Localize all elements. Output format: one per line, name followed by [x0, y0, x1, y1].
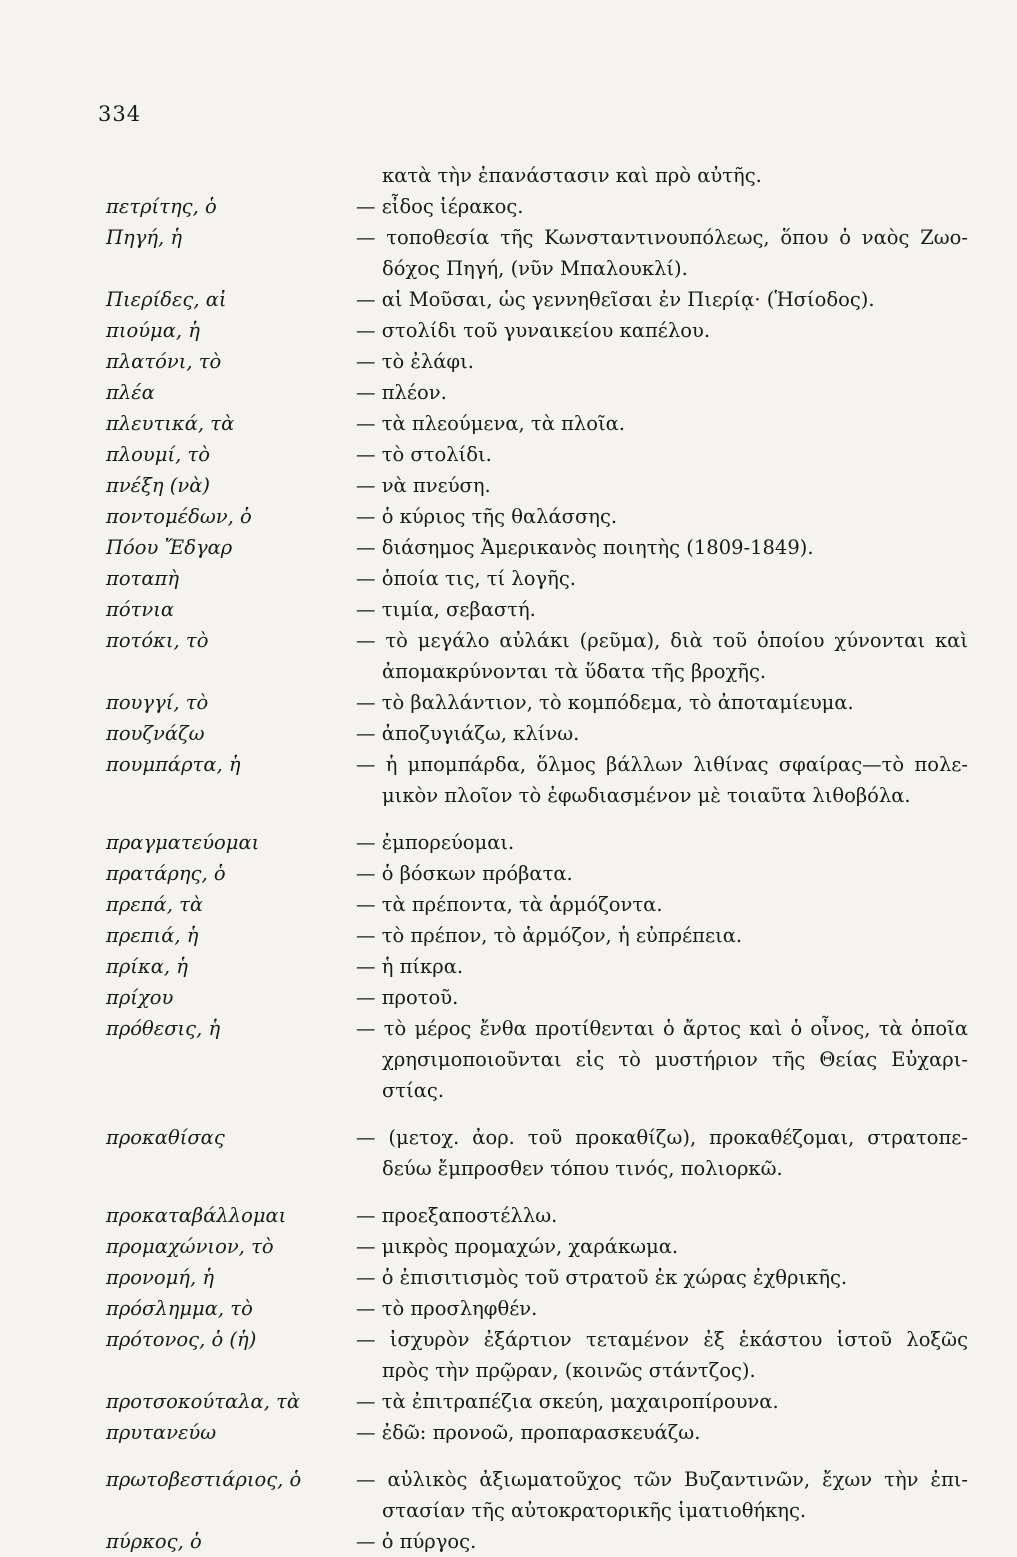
entry-definition: [356, 594, 986, 625]
definition-line: — μικρὸς προμαχών, χαράκωμα.: [356, 1235, 679, 1258]
entry-definition: [356, 470, 986, 501]
glossary-entry: [106, 346, 986, 377]
definition-line: — διάσημος Ἀμερικανὸς ποιητὴς (1809-1849).: [356, 536, 814, 559]
entry-term: Πηγή, ἡ: [106, 226, 183, 249]
entry-term: πρατάρης, ὁ: [106, 862, 226, 885]
definition-line: — αὐλικὸς ἀξιωματοῦχος τῶν Βυζαντινῶν, ἔχων τὴν ἐπι-: [356, 1468, 968, 1491]
entry-term: πρόσλημμα, τὸ: [106, 1297, 253, 1320]
glossary-entry: [106, 1386, 986, 1417]
entry-term: πρόθεσις, ἡ: [106, 1017, 221, 1040]
entry-definition: [356, 191, 986, 222]
definition-line: — ἡ μπομπάρδα, ὅλμος βάλλων λιθίνας σφαίρας—τὸ πολε-: [356, 753, 968, 776]
entry-term: πότνια: [106, 598, 175, 621]
entry-term: προκαθίσας: [106, 1126, 225, 1149]
entry-term: πύρκος, ὁ: [106, 1530, 202, 1553]
entry-term: πλατόνι, τὸ: [106, 350, 222, 373]
entry-definition: [356, 1526, 986, 1557]
entry-definition: [356, 1231, 986, 1262]
entry-term: πλουμί, τὸ: [106, 443, 211, 466]
definition-line: στασίαν τῆς αὐτοκρατορικῆς ἱματιοθήκης.: [382, 1499, 807, 1522]
entry-definition: [356, 1200, 986, 1231]
definition-line: — ἐδῶ: προνοῶ, προπαρασκευάζω.: [356, 1421, 701, 1444]
entry-term: πουμπάρτα, ἡ: [106, 753, 241, 776]
entry-definition: [356, 284, 986, 315]
glossary-entry: [106, 951, 986, 982]
glossary-entry: [106, 439, 986, 470]
entry-definition: [356, 687, 986, 718]
glossary-list: [106, 160, 986, 1557]
glossary-entry: [106, 718, 986, 749]
entry-term: Πόου Ἔδγαρ: [106, 536, 233, 559]
entry-definition: [356, 858, 986, 889]
definition-line: — ἐμπορεύομαι.: [356, 831, 515, 854]
definition-line: — ἡ πίκρα.: [356, 955, 464, 978]
glossary-entry: [106, 749, 986, 811]
glossary-entry: [106, 920, 986, 951]
entry-term: προτσοκούταλα, τὰ: [106, 1390, 301, 1413]
glossary-entry: [106, 1013, 986, 1106]
entry-definition: [356, 222, 986, 284]
entry-term: πρότονος, ὁ (ἡ): [106, 1328, 257, 1351]
definition-line: — τὰ πλεούμενα, τὰ πλοῖα.: [356, 412, 626, 435]
definition-line: πρὸς τὴν πρῷραν, (κοινῶς στάντζος).: [382, 1359, 756, 1382]
entry-definition: [356, 160, 986, 191]
definition-line: — τοποθεσία τῆς Κωνσταντινουπόλεως, ὅπου ὁ ναὸς Ζωο-: [356, 226, 968, 249]
entry-term: πουγγί, τὸ: [106, 691, 209, 714]
glossary-entry: [106, 160, 986, 191]
definition-line: — ὁ βόσκων πρόβατα.: [356, 862, 573, 885]
definition-line: — τὸ βαλλάντιον, τὸ κομπόδεμα, τὸ ἀποταμίευμα.: [356, 691, 854, 714]
entry-definition: [356, 1262, 986, 1293]
entry-definition: [356, 827, 986, 858]
entry-term: πρίκα, ἡ: [106, 955, 188, 978]
entry-definition: [356, 532, 986, 563]
definition-line: στίας.: [382, 1079, 445, 1102]
definition-line: — ὁποία τις, τί λογῆς.: [356, 567, 576, 590]
entry-term: πιούμα, ἡ: [106, 319, 200, 342]
glossary-entry: [106, 827, 986, 858]
entry-definition: [356, 625, 986, 687]
definition-line: δόχος Πηγή, (νῦν Μπαλουκλί).: [382, 257, 688, 280]
entry-term: Πιερίδες, αἱ: [106, 288, 227, 311]
entry-term: ποτόκι, τὸ: [106, 629, 209, 652]
definition-line: — ὁ ἐπισιτισμὸς τοῦ στρατοῦ ἐκ χώρας ἐχθρικῆς.: [356, 1266, 848, 1289]
definition-line: — προεξαποστέλλω.: [356, 1204, 558, 1227]
entry-term: πρεπιά, ἡ: [106, 924, 199, 947]
definition-line: — τὰ ἐπιτραπέζια σκεύη, μαχαιροπίρουνα.: [356, 1390, 779, 1413]
entry-term: προμαχώνιον, τὸ: [106, 1235, 274, 1258]
glossary-entry: [106, 1262, 986, 1293]
definition-line: — ἰσχυρὸν ἐξάρτιον τεταμένον ἐξ ἑκάστου ἱστοῦ λοξῶς: [356, 1328, 968, 1351]
definition-line: — τὸ μέρος ἔνθα προτίθενται ὁ ἄρτος καὶ ὁ οἶνος, τὰ ὁποῖα: [356, 1017, 968, 1040]
entry-term: πρωτοβεστιάριος, ὁ: [106, 1468, 302, 1491]
glossary-entry: [106, 1293, 986, 1324]
glossary-entry: [106, 315, 986, 346]
definition-line: ἀπομακρύνονται τὰ ὕδατα τῆς βροχῆς.: [382, 660, 767, 683]
definition-line: — εἶδος ἱέρακος.: [356, 195, 524, 218]
entry-term: πλευτικά, τὰ: [106, 412, 235, 435]
entry-definition: [356, 1464, 986, 1526]
entry-definition: [356, 1324, 986, 1386]
entry-definition: [356, 920, 986, 951]
definition-line: — πλέον.: [356, 381, 447, 404]
glossary-entry: [106, 687, 986, 718]
entry-definition: [356, 889, 986, 920]
entry-definition: [356, 1293, 986, 1324]
glossary-entry: [106, 563, 986, 594]
entry-term: προκαταβάλλομαι: [106, 1204, 287, 1227]
glossary-entry: [106, 408, 986, 439]
glossary-entry: [106, 1200, 986, 1231]
glossary-entry: [106, 982, 986, 1013]
entry-definition: [356, 1013, 986, 1106]
glossary-entry: [106, 1417, 986, 1448]
glossary-entry: [106, 470, 986, 501]
glossary-entry: [106, 532, 986, 563]
glossary-entry: [106, 1464, 986, 1526]
glossary-entry: [106, 222, 986, 284]
entry-definition: [356, 439, 986, 470]
glossary-entry: [106, 1122, 986, 1184]
entry-term: πρεπά, τὰ: [106, 893, 204, 916]
entry-definition: [356, 563, 986, 594]
definition-line: — ὁ κύριος τῆς θαλάσσης.: [356, 505, 618, 528]
glossary-entry: [106, 377, 986, 408]
entry-definition: [356, 408, 986, 439]
definition-line: — αἱ Μοῦσαι, ὡς γεννηθεῖσαι ἐν Πιερίᾳ· (Ἡσίοδος).: [356, 288, 875, 311]
definition-line: χρησιμοποιοῦνται εἰς τὸ μυστήριον τῆς Θείας Εὐχαρι-: [382, 1048, 968, 1071]
glossary-entry: [106, 858, 986, 889]
definition-line: — τὸ μεγάλο αὐλάκι (ρεῦμα), διὰ τοῦ ὁποίου χύνονται καὶ: [356, 629, 968, 652]
entry-term: πετρίτης, ὁ: [106, 195, 217, 218]
definition-line: — ὁ πύργος.: [356, 1530, 477, 1553]
entry-definition: [356, 1386, 986, 1417]
glossary-entry: [106, 1526, 986, 1557]
glossary-entry: [106, 889, 986, 920]
definition-line: — ἀποζυγιάζω, κλίνω.: [356, 722, 580, 745]
entry-definition: [356, 982, 986, 1013]
entry-term: ποταπὴ: [106, 567, 180, 590]
definition-line: — στολίδι τοῦ γυναικείου καπέλου.: [356, 319, 711, 342]
definition-line: — τὸ ἐλάφι.: [356, 350, 474, 373]
entry-definition: [356, 951, 986, 982]
glossary-entry: [106, 625, 986, 687]
entry-definition: [356, 749, 986, 811]
glossary-entry: [106, 594, 986, 625]
entry-definition: [356, 1417, 986, 1448]
entry-term: πλέα: [106, 381, 155, 404]
entry-definition: [356, 346, 986, 377]
definition-line: κατὰ τὴν ἐπανάστασιν καὶ πρὸ αὐτῆς.: [382, 164, 762, 187]
definition-line: — τὸ πρέπον, τὸ ἁρμόζον, ἡ εὐπρέπεια.: [356, 924, 743, 947]
glossary-entry: [106, 191, 986, 222]
entry-term: προνομή, ἡ: [106, 1266, 215, 1289]
glossary-entry: [106, 501, 986, 532]
glossary-entry: [106, 1231, 986, 1262]
definition-line: — τὸ προσληφθέν.: [356, 1297, 538, 1320]
entry-definition: [356, 718, 986, 749]
definition-line: — (μετοχ. ἀορ. τοῦ προκαθίζω), προκαθέζομαι, στρατοπε-: [356, 1126, 968, 1149]
definition-line: μικὸν πλοῖον τὸ ἐφωδιασμένον μὲ τοιαῦτα λιθοβόλα.: [382, 784, 911, 807]
entry-term: πρίχου: [106, 986, 174, 1009]
entry-term: πουζνάζω: [106, 722, 205, 745]
definition-line: — προτοῦ.: [356, 986, 459, 1009]
entry-term: πραγματεύομαι: [106, 831, 260, 854]
definition-line: — τὰ πρέποντα, τὰ ἁρμόζοντα.: [356, 893, 663, 916]
entry-term: πνέξη (νὰ): [106, 474, 210, 497]
entry-definition: [356, 377, 986, 408]
entry-term: ποντομέδων, ὁ: [106, 505, 252, 528]
page-number: 334: [98, 102, 142, 126]
entry-term: πρυτανεύω: [106, 1421, 217, 1444]
definition-line: — τιμία, σεβαστή.: [356, 598, 536, 621]
glossary-entry: [106, 284, 986, 315]
glossary-entry: [106, 1324, 986, 1386]
definition-line: — τὸ στολίδι.: [356, 443, 492, 466]
definition-line: — νὰ πνεύση.: [356, 474, 491, 497]
definition-line: δεύω ἔμπροσθεν τόπου τινός, πολιορκῶ.: [382, 1157, 783, 1180]
entry-definition: [356, 315, 986, 346]
entry-definition: [356, 501, 986, 532]
entry-definition: [356, 1122, 986, 1184]
